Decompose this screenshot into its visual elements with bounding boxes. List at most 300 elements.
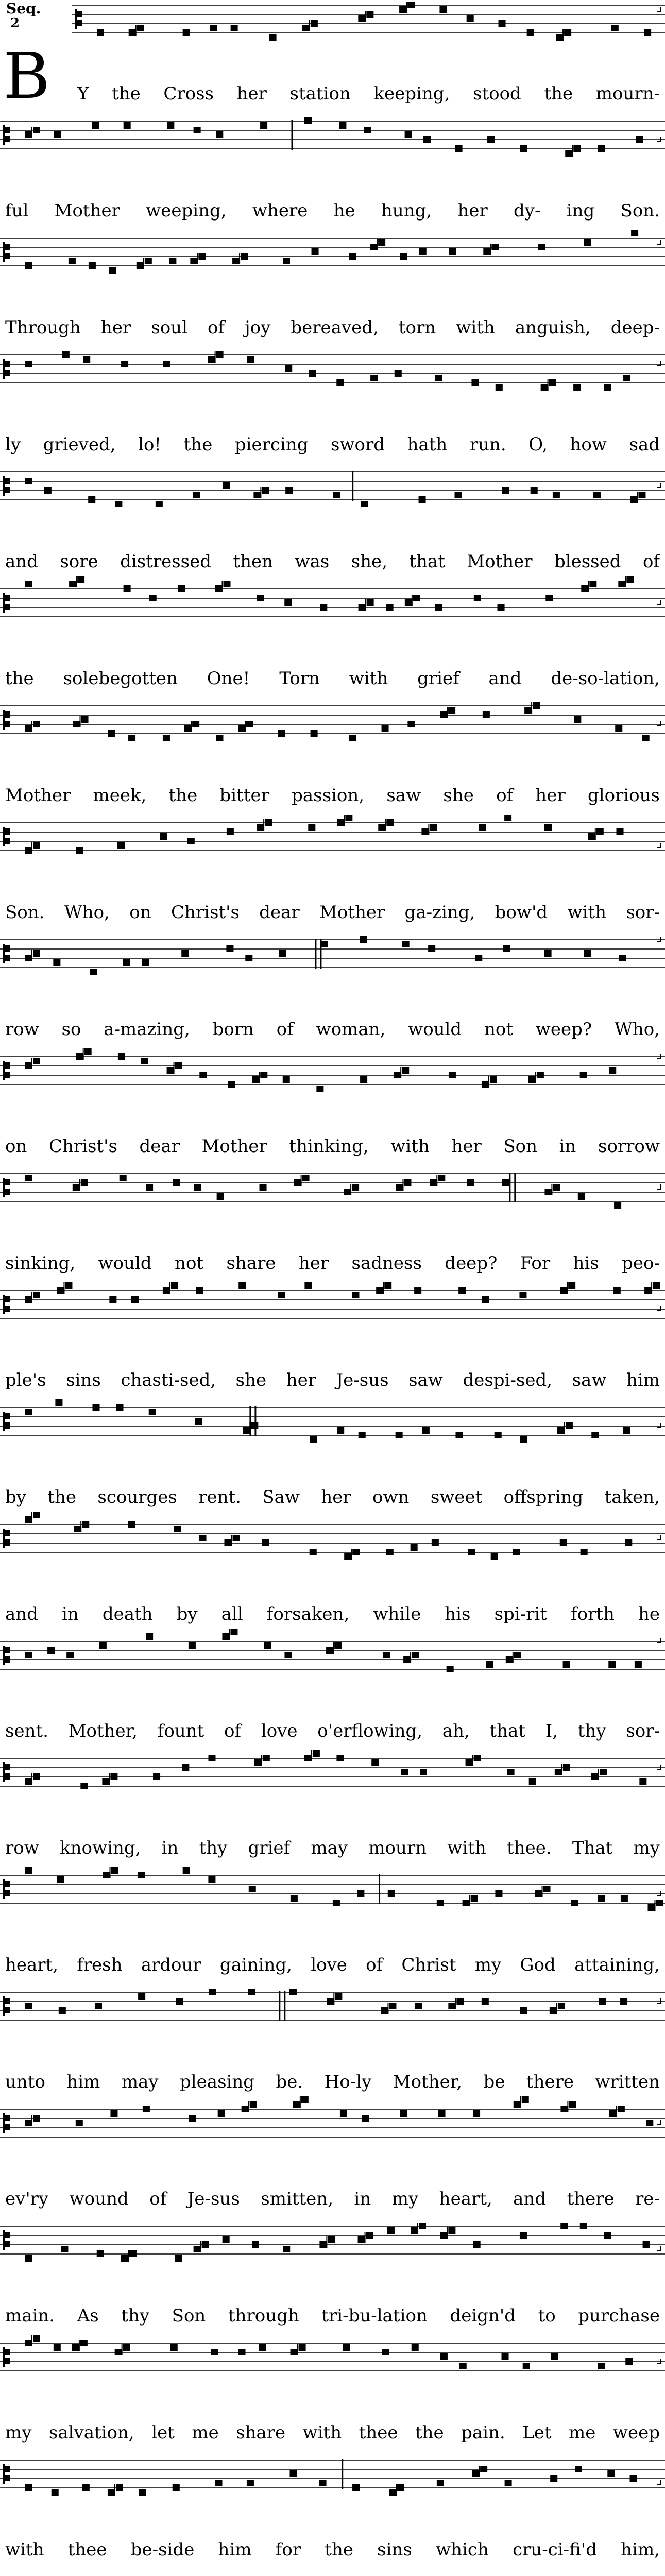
neume-note	[553, 492, 560, 498]
neume-note	[33, 2335, 40, 2342]
neume-note	[90, 969, 97, 975]
clef-icon	[4, 955, 10, 961]
neume-note	[549, 379, 556, 386]
neume-stem	[79, 1179, 80, 1191]
neume-stem	[551, 1184, 552, 1195]
neume-note	[88, 496, 95, 503]
neume-note	[366, 11, 373, 18]
neume-stem	[535, 1072, 536, 1083]
neume-note	[116, 2484, 123, 2491]
neume-note	[283, 258, 290, 264]
neume-note	[370, 375, 378, 381]
neume-note	[491, 1553, 498, 1560]
clef-icon	[4, 2232, 10, 2238]
neume-note	[33, 2115, 40, 2122]
neume-note	[473, 2110, 480, 2117]
clef-icon	[4, 1072, 10, 1078]
custos-icon	[657, 1638, 661, 1643]
neume-stem	[598, 1769, 599, 1780]
custos-icon	[657, 600, 661, 605]
clef-icon	[3, 1178, 5, 1197]
neume-note	[402, 1067, 409, 1074]
neume-note	[405, 599, 412, 606]
clef-icon	[4, 1062, 10, 1069]
neume-note	[593, 492, 601, 498]
neume-note	[535, 1890, 542, 1897]
neume-note	[249, 1886, 256, 1892]
neume-note	[386, 819, 394, 826]
neume-stem	[311, 1750, 312, 1761]
neume-note	[142, 959, 149, 966]
neume-note	[486, 1661, 493, 1668]
neume-note	[613, 1287, 621, 1294]
neume-note	[389, 2003, 396, 2009]
neume-note	[639, 1778, 646, 1785]
neume-note	[259, 2344, 266, 2351]
neume-note	[550, 2007, 557, 2014]
custos-icon	[657, 721, 661, 726]
neume-note	[115, 501, 122, 507]
neume-note	[121, 361, 128, 367]
clef-icon	[3, 476, 5, 496]
neume-note	[252, 1076, 259, 1083]
lyric-line-4: ly grieved, lo! the piercing sword hath run. O, how sad	[5, 434, 660, 455]
lyric-line-14: and in death by all forsaken, while his spi-rit forth he	[5, 1604, 660, 1624]
neume-note	[644, 29, 651, 36]
neume-note	[124, 585, 131, 592]
neume-note	[458, 1287, 466, 1294]
neume-note	[473, 2241, 481, 2248]
neume-note	[310, 1549, 317, 1555]
neume-stem	[383, 1282, 384, 1294]
neume-note	[352, 1549, 360, 1555]
neume-note	[413, 595, 420, 601]
neume-note	[190, 258, 197, 264]
neume-note	[642, 735, 650, 741]
neume-note	[278, 1292, 285, 1298]
neume-note	[455, 145, 463, 152]
neume-stem	[245, 721, 246, 732]
custos-icon	[657, 1998, 661, 2004]
lyric-line-22: with thee be-side him for the sins which cru-ci-fi'd him,	[5, 2539, 660, 2560]
neume-note	[620, 1998, 627, 2005]
neume-note	[304, 117, 312, 124]
neume-note	[47, 1647, 55, 1654]
neume-note	[376, 1287, 383, 1294]
neume-note	[25, 2120, 32, 2126]
neume-note	[139, 2489, 146, 2496]
clef-icon	[3, 2230, 5, 2250]
neume-note	[625, 2358, 633, 2365]
custos-icon	[657, 1184, 661, 1190]
neume-note	[496, 384, 503, 391]
neume-note	[260, 1072, 267, 1078]
custos-icon	[657, 1423, 661, 1428]
neume-note	[528, 1076, 536, 1083]
neume-note	[115, 2349, 122, 2355]
neume-note	[55, 1399, 62, 1406]
neume-note	[25, 131, 32, 138]
neume-stem	[472, 1755, 473, 1766]
neume-note	[232, 258, 240, 264]
neume-note	[412, 2344, 419, 2351]
neume-note	[312, 248, 319, 255]
neume-note	[53, 959, 60, 966]
neume-stem	[326, 2236, 327, 2248]
neume-note	[596, 828, 604, 835]
neume-stem	[122, 2344, 123, 2355]
neume-note	[653, 1282, 660, 1289]
neume-note	[396, 1432, 403, 1438]
neume-note	[108, 730, 115, 737]
neume-note	[73, 1184, 80, 1191]
neume-note	[313, 1750, 320, 1757]
neume-note	[435, 375, 442, 381]
neume-note	[397, 2484, 404, 2491]
neume-note	[198, 253, 206, 260]
lyric-line-9: row so a-mazing, born of woman, would not weep? Who,	[5, 1019, 660, 1040]
neume-note	[175, 2255, 182, 2262]
neume-note	[609, 2110, 617, 2117]
neume-note	[76, 847, 83, 854]
neume-note	[432, 1539, 439, 1546]
neume-note	[285, 365, 292, 372]
neume-note	[279, 950, 286, 957]
neume-note	[545, 595, 553, 601]
neume-stem	[239, 253, 240, 264]
neume-note	[337, 819, 344, 826]
neume-note	[25, 955, 32, 961]
neume-stem	[561, 1764, 562, 1775]
neume-note	[503, 945, 510, 952]
neume-stem	[143, 258, 144, 269]
neume-note	[349, 735, 356, 741]
bar-line	[320, 939, 321, 969]
neume-stem	[400, 1067, 401, 1078]
neume-note	[262, 487, 269, 494]
neume-note	[635, 1661, 642, 1668]
neume-note	[404, 1179, 411, 1186]
neume-note	[218, 2110, 225, 2117]
neume-note	[618, 2106, 625, 2112]
neume-note	[311, 730, 318, 737]
neume-note	[514, 2101, 521, 2108]
neume-note	[400, 2110, 407, 2117]
neume-stem	[402, 1179, 403, 1191]
neume-note	[227, 828, 234, 835]
neume-stem	[447, 707, 448, 718]
neume-note	[44, 487, 52, 494]
clef-icon	[3, 944, 5, 963]
neume-note	[183, 1867, 190, 1874]
neume-note	[604, 384, 611, 391]
neume-note	[149, 595, 157, 601]
neume-note	[33, 127, 40, 133]
neume-note	[352, 1184, 359, 1191]
clef-icon	[75, 9, 77, 29]
neume-stem	[31, 842, 32, 854]
neume-note	[194, 127, 201, 133]
clef-icon	[4, 2358, 10, 2364]
neume-note	[447, 1666, 454, 1672]
initial-letter: B	[3, 39, 50, 113]
neume-note	[402, 941, 410, 947]
neume-note	[564, 29, 571, 36]
clef-icon	[4, 136, 10, 142]
neume-note	[359, 1432, 366, 1438]
neume-note	[367, 599, 374, 606]
neume-note	[480, 2466, 487, 2472]
clef-icon	[3, 2347, 5, 2367]
neume-stem	[31, 2335, 32, 2346]
custos-icon	[657, 1765, 661, 1770]
neume-note	[614, 1202, 621, 1209]
neume-note	[364, 127, 371, 133]
neume-note	[467, 15, 474, 22]
clef-icon	[4, 595, 10, 601]
neume-note	[57, 1876, 64, 1883]
neume-note	[311, 20, 318, 27]
neume-note	[117, 842, 125, 849]
neume-note	[573, 384, 581, 391]
clef-icon	[4, 478, 10, 484]
neume-note	[238, 725, 245, 732]
neume-note	[551, 2353, 558, 2360]
neume-note	[623, 1427, 630, 1434]
neume-note	[580, 1072, 587, 1078]
lyric-line-6: the solebegotten One! Torn with grief and de-so-lation,	[5, 668, 660, 689]
neume-note	[339, 122, 346, 129]
neume-note	[629, 2475, 637, 2482]
clef-icon	[4, 1881, 10, 1887]
neume-note	[621, 1895, 628, 1902]
neume-note	[128, 1521, 135, 1528]
neume-note	[553, 1184, 560, 1191]
neume-note	[33, 842, 40, 849]
neume-note	[284, 1652, 292, 1658]
neume-note	[615, 725, 622, 732]
neume-note	[475, 955, 482, 961]
neume-note	[636, 136, 643, 143]
neume-stem	[31, 1058, 32, 1069]
clef-icon	[3, 1646, 5, 1665]
neume-note	[455, 492, 462, 498]
neume-note	[560, 2106, 568, 2112]
neume-note	[299, 2344, 306, 2351]
lyric-line-20: main. As thy Son through tri-bu-lation deign'd to purchase	[5, 2306, 660, 2326]
neume-note	[555, 1769, 562, 1775]
neume-note	[262, 1539, 269, 1546]
neume-note	[241, 253, 248, 260]
neume-note	[33, 1292, 40, 1298]
neume-note	[580, 2223, 587, 2229]
neume-note	[228, 1081, 235, 1088]
neume-note	[245, 955, 252, 961]
neume-stem	[31, 1773, 32, 1785]
neume-stem	[490, 244, 491, 255]
neume-note	[121, 2255, 128, 2262]
neume-note	[208, 356, 215, 363]
neume-note	[99, 1642, 107, 1649]
neume-note	[76, 2120, 83, 2126]
neume-note	[345, 815, 352, 821]
clef-icon	[76, 11, 82, 17]
clef-icon	[4, 1647, 10, 1653]
neume-note	[109, 1296, 116, 1303]
neume-note	[619, 955, 626, 961]
lyric-line-3: Through her soul of joy bereaved, torn with anguish, deep-	[5, 317, 660, 338]
neume-note	[257, 595, 264, 601]
neume-stem	[80, 716, 81, 727]
neume-note	[97, 2250, 104, 2257]
neume-note	[208, 1755, 215, 1761]
neume-note	[336, 379, 344, 386]
neume-note	[309, 370, 316, 377]
neume-note	[560, 1539, 567, 1546]
neume-stem	[513, 1652, 514, 1663]
neume-stem	[248, 2101, 249, 2112]
neume-note	[291, 1895, 298, 1902]
neume-note	[216, 351, 224, 358]
neume-note	[187, 838, 195, 844]
neume-stem	[567, 1282, 568, 1294]
clef-icon	[4, 604, 10, 610]
neume-note	[80, 2340, 88, 2346]
clef-icon	[4, 370, 10, 376]
neume-note	[145, 258, 152, 264]
neume-stem	[128, 2250, 129, 2262]
neume-note	[111, 1867, 118, 1874]
neume-note	[102, 1778, 109, 1785]
neume-note	[467, 1179, 474, 1186]
bar-line	[315, 939, 316, 969]
neume-note	[381, 2007, 388, 2014]
neume-note	[527, 29, 534, 36]
neume-note	[170, 2344, 178, 2351]
neume-note	[278, 730, 285, 737]
neume-note	[523, 2363, 530, 2369]
clef-icon	[4, 1764, 10, 1770]
neume-stem	[428, 824, 429, 835]
neume-note	[495, 1890, 502, 1897]
neume-note	[264, 1642, 271, 1649]
lyric-line-12: ple's sins chasti-sed, she her Je-sus saw despi-sed, saw him	[5, 1370, 660, 1391]
neume-note	[173, 1179, 180, 1186]
neume-stem	[455, 1998, 456, 2009]
neume-note	[361, 501, 368, 507]
neume-note	[491, 244, 499, 250]
neume-stem	[169, 1282, 170, 1294]
neume-stem	[80, 1521, 81, 1532]
neume-stem	[406, 2, 407, 13]
neume-note	[428, 945, 435, 952]
custos-icon	[657, 7, 661, 12]
neume-stem	[191, 721, 192, 732]
neume-note	[283, 2246, 290, 2252]
clef-icon	[4, 2466, 10, 2472]
clef-icon	[4, 1296, 10, 1302]
neume-note	[293, 2101, 300, 2108]
neume-note	[647, 1904, 655, 1911]
neume-note	[238, 1282, 246, 1289]
neume-note	[285, 487, 293, 494]
clef-icon	[4, 253, 10, 259]
clef-icon	[4, 1530, 10, 1536]
neume-note	[310, 1436, 317, 1443]
neume-note	[337, 1427, 344, 1434]
neume-note	[124, 122, 131, 129]
neume-stem	[396, 2484, 397, 2496]
neume-note	[25, 361, 32, 367]
neume-note	[269, 34, 277, 41]
neume-note	[656, 1900, 663, 1906]
clef-icon	[4, 1773, 10, 1780]
neume-note	[472, 2470, 479, 2477]
neume-note	[598, 145, 605, 152]
neume-note	[80, 1783, 88, 1789]
neume-note	[604, 2232, 611, 2239]
neume-note	[479, 824, 486, 831]
neume-note	[182, 1764, 189, 1771]
neume-note	[437, 2480, 444, 2486]
neume-note	[163, 361, 170, 367]
clef-icon	[4, 711, 10, 718]
neume-note	[217, 1193, 224, 1200]
neume-note	[370, 244, 377, 250]
neume-note	[395, 370, 402, 377]
neume-note	[359, 604, 366, 611]
neume-note	[569, 2101, 576, 2108]
neume-note	[399, 6, 406, 13]
neume-stem	[174, 1062, 175, 1074]
neume-note	[215, 585, 223, 592]
lyric-line-2: ful Mother weeping, where he hung, her dy- ing Son.	[5, 200, 660, 221]
neume-note	[558, 2003, 565, 2009]
neume-note	[25, 1867, 32, 1874]
neume-note	[54, 2344, 61, 2351]
neume-note	[76, 1053, 83, 1060]
neume-note	[584, 950, 591, 957]
neume-stem	[447, 2227, 448, 2239]
neume-stem	[469, 1895, 470, 1906]
neume-note	[644, 1287, 652, 1294]
neume-note	[123, 2344, 130, 2351]
neume-note	[33, 950, 40, 957]
neume-note	[69, 581, 76, 587]
neume-stem	[333, 1642, 334, 1654]
lyric-line-8: Son. Who, on Christ's dear Mother ga-zing, bow'd with sor-	[5, 902, 660, 923]
neume-note	[216, 131, 223, 138]
neume-note	[366, 2232, 373, 2239]
neume-note	[411, 1544, 418, 1551]
neume-note	[103, 1872, 110, 1878]
custos-icon	[657, 937, 661, 942]
neume-stem	[83, 1048, 84, 1060]
neume-note	[611, 25, 619, 31]
neume-note	[400, 253, 407, 260]
neume-note	[560, 2223, 568, 2229]
neume-note	[630, 496, 637, 503]
neume-note	[609, 1067, 616, 1074]
neume-note	[420, 1769, 427, 1775]
mode-number: 2	[10, 15, 20, 31]
custos-icon	[657, 137, 661, 142]
neume-note	[544, 1189, 552, 1195]
neume-note	[430, 1179, 437, 1186]
bar-line	[379, 1874, 380, 1904]
neume-note	[25, 847, 32, 854]
clef-icon	[4, 1306, 10, 1312]
